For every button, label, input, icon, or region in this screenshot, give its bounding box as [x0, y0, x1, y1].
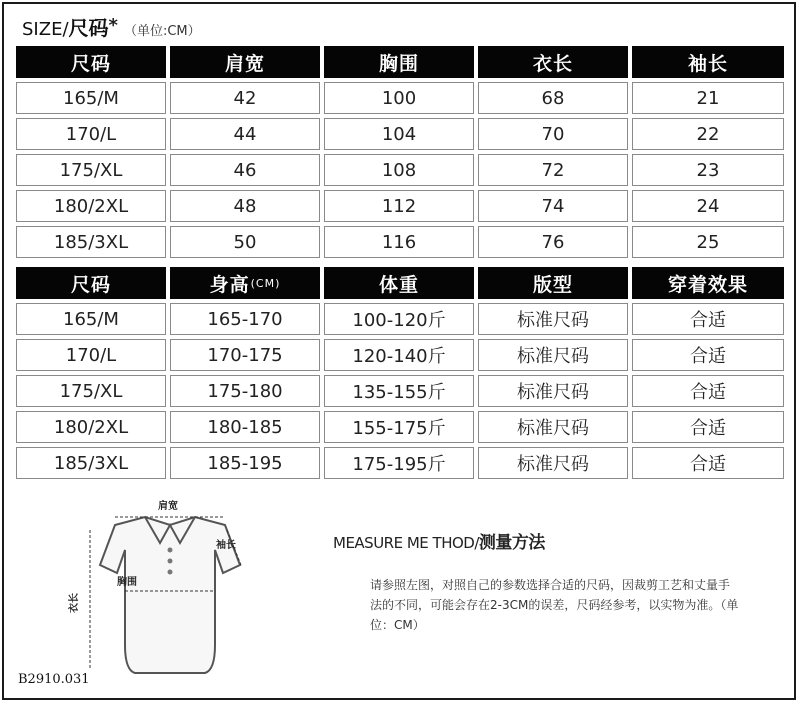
table1-cell: 175/XL: [16, 154, 166, 186]
table2-header-wearing-effect: 穿着效果: [632, 267, 784, 299]
table1-cell: 170/L: [16, 118, 166, 150]
table1-cell: 42: [170, 82, 320, 114]
table1-header-shoulder: 肩宽: [170, 46, 320, 78]
table2-header-height: [170, 267, 320, 299]
product-code: B2910.031: [18, 672, 90, 687]
table2-header-weight: 体重: [324, 267, 474, 299]
table2-cell: 标准尺码: [478, 303, 628, 335]
table2-header-size: 尺码: [16, 267, 166, 299]
table1-cell: 23: [632, 154, 784, 186]
table1-cell: 74: [478, 190, 628, 222]
table1-cell: 46: [170, 154, 320, 186]
table1-cell: 72: [478, 154, 628, 186]
diagram-label-length: 衣长: [69, 593, 80, 613]
table2-cell: 180/2XL: [16, 411, 166, 443]
size-measurement-table: [16, 46, 783, 258]
table2-cell: 100-120斤: [324, 303, 474, 335]
table2-cell: 185/3XL: [16, 447, 166, 479]
shirt-button: [168, 559, 173, 564]
table2-cell: 标准尺码: [478, 375, 628, 407]
diagram-label-sleeve: 袖长: [216, 540, 236, 551]
measure-title-en: MEASURE ME THOD/: [333, 534, 479, 552]
table1-header-size: 尺码: [16, 46, 166, 78]
table2-cell: 合适: [632, 447, 784, 479]
table1-cell: 165/M: [16, 82, 166, 114]
table2-cell: 标准尺码: [478, 411, 628, 443]
table2-cell: 180-185: [170, 411, 320, 443]
table2-cell: 标准尺码: [478, 339, 628, 371]
title-unit: （单位:CM）: [123, 24, 201, 39]
page-title: [22, 12, 201, 41]
table1-cell: 116: [324, 226, 474, 258]
table1-cell: 112: [324, 190, 474, 222]
table2-cell: 170/L: [16, 339, 166, 371]
table2-cell: 170-175: [170, 339, 320, 371]
table1-cell: 100: [324, 82, 474, 114]
diagram-label-chest: 胸围: [117, 577, 137, 588]
table1-cell: 22: [632, 118, 784, 150]
table1-cell: 44: [170, 118, 320, 150]
shirt-measurement-diagram: [55, 495, 285, 680]
table2-cell: 合适: [632, 303, 784, 335]
table2-cell: 合适: [632, 375, 784, 407]
measure-method-title: [333, 528, 545, 553]
table2-cell: 标准尺码: [478, 447, 628, 479]
title-size-prefix: SIZE/: [22, 19, 69, 40]
table1-cell: 48: [170, 190, 320, 222]
table1-cell: 104: [324, 118, 474, 150]
table2-cell: 合适: [632, 339, 784, 371]
title-star: *: [108, 15, 118, 36]
table2-cell: 175/XL: [16, 375, 166, 407]
table1-header-length: 衣长: [478, 46, 628, 78]
size-fit-table: [16, 267, 783, 479]
table1-cell: 108: [324, 154, 474, 186]
table2-header-fit-type: 版型: [478, 267, 628, 299]
shirt-button: [168, 570, 173, 575]
table1-cell: 25: [632, 226, 784, 258]
table2-cell: 120-140斤: [324, 339, 474, 371]
table2-cell: 155-175斤: [324, 411, 474, 443]
table2-cell: 合适: [632, 411, 784, 443]
table1-header-sleeve: 袖长: [632, 46, 784, 78]
table1-cell: 70: [478, 118, 628, 150]
measure-note: 请参照左图，对照自己的参数选择合适的尺码，因裁剪工艺和丈量手法的不同，可能会存在2-3CM的误差，尺码经参考，以实物为准。（单位：CM）: [370, 578, 739, 632]
diagram-label-shoulder: 肩宽: [158, 501, 178, 512]
table2-cell: 175-195斤: [324, 447, 474, 479]
table1-cell: 68: [478, 82, 628, 114]
table1-cell: 24: [632, 190, 784, 222]
shirt-button: [168, 548, 173, 553]
table1-cell: 185/3XL: [16, 226, 166, 258]
table1-cell: 180/2XL: [16, 190, 166, 222]
table1-cell: 21: [632, 82, 784, 114]
table2-cell: 165/M: [16, 303, 166, 335]
title-cn: 尺码: [68, 16, 109, 40]
table1-cell: 50: [170, 226, 320, 258]
table2-header-height-label: 身高: [209, 273, 250, 296]
measure-title-cn: 测量方法: [478, 533, 545, 553]
table2-cell: 185-195: [170, 447, 320, 479]
table1-header-chest: 胸围: [324, 46, 474, 78]
table2-cell: 135-155斤: [324, 375, 474, 407]
table2-cell: 165-170: [170, 303, 320, 335]
table1-cell: 76: [478, 226, 628, 258]
table2-header-height-unit: (CM): [250, 276, 281, 290]
table2-cell: 175-180: [170, 375, 320, 407]
